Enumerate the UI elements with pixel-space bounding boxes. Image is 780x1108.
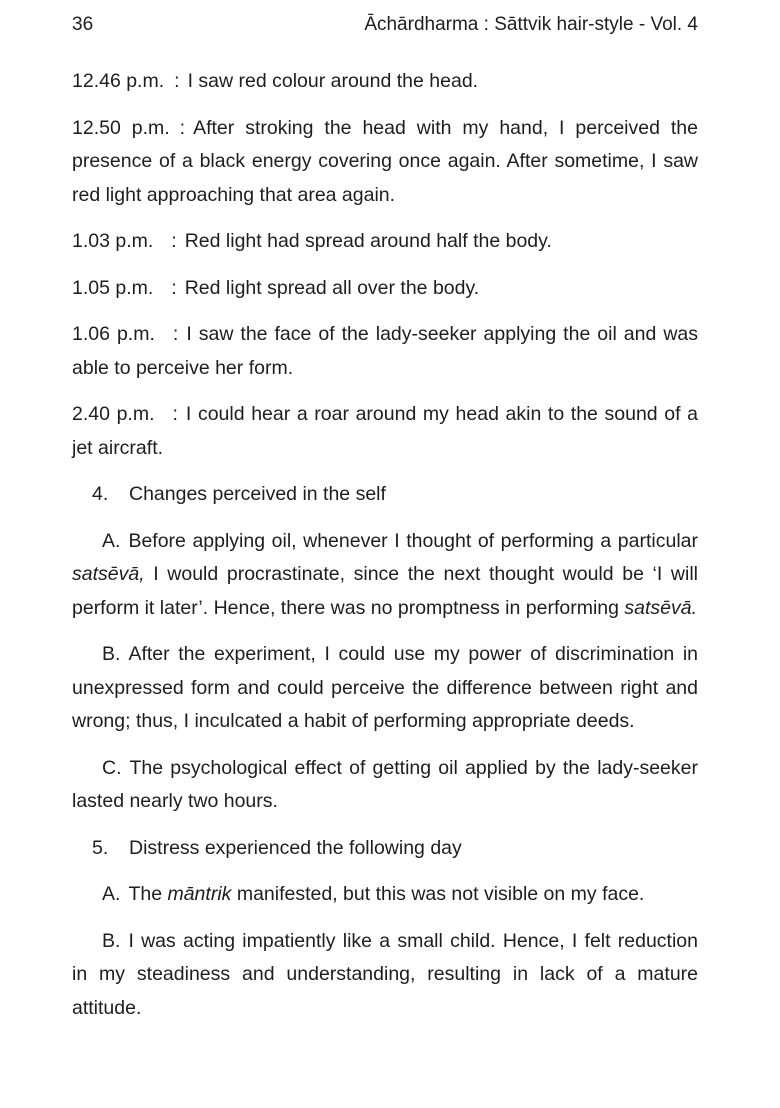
italic-term: satsēvā,: [72, 563, 145, 585]
time-stamp: 1.05 p.m.: [72, 276, 154, 299]
item-label: B.: [102, 643, 121, 665]
time-separator: :: [179, 116, 186, 139]
time-entry-text: I could hear a roar around my head akin to the sound of a jet aircraft.: [72, 403, 698, 459]
time-separator: :: [171, 230, 177, 252]
time-stamp: 12.50 p.m.: [72, 116, 170, 139]
time-entry-text: I saw red colour around the head.: [187, 70, 479, 92]
time-entry-text: Red light spread all over the body.: [184, 276, 480, 299]
section-number: 5.: [92, 836, 109, 859]
time-separator: :: [171, 276, 177, 299]
list-item: [72, 525, 698, 626]
item-label: C.: [102, 756, 122, 779]
time-entry: [72, 318, 698, 385]
section-heading: [72, 478, 698, 512]
page-content: [72, 65, 698, 1025]
item-label: B.: [102, 929, 121, 952]
time-separator: :: [174, 70, 180, 92]
item-label: A.: [102, 529, 121, 552]
time-entry-text: Red light had spread around half the body.: [184, 230, 552, 252]
item-text: The psychological effect of getting oil applied by the lady-seeker lasted nearly two hours.: [72, 756, 698, 812]
time-entry: [72, 65, 698, 99]
section-number: 4.: [92, 483, 109, 505]
document-page: [72, 0, 698, 1038]
time-stamp: 1.03 p.m.: [72, 230, 154, 252]
time-separator: :: [172, 403, 178, 425]
list-item: [72, 878, 698, 912]
item-text: Before applying oil, whenever I thought of performing a particular: [128, 529, 698, 552]
running-header: [72, 12, 698, 52]
time-entry: [72, 112, 698, 213]
italic-term: māntrik: [167, 883, 232, 905]
italic-term: satsēvā.: [624, 596, 698, 619]
section-title: Changes perceived in the self: [129, 483, 386, 505]
book-title: Āchārdharma : Sāttvik hair-style - Vol. 4: [364, 14, 698, 35]
time-entry: [72, 398, 698, 465]
item-text: The: [128, 883, 168, 905]
time-entry: [72, 225, 698, 259]
time-stamp: 2.40 p.m.: [72, 403, 155, 425]
list-item: [72, 752, 698, 819]
time-entry-text: I saw the face of the lady-seeker applying the oil and was able to perceive her form.: [72, 323, 699, 379]
section-title: Distress experienced the following day: [129, 836, 462, 859]
item-text: After the experiment, I could use my power of discrimination in unexpressed form and could perceive the difference between right and wrong; thus, I inculcated a habit of performing appropriate deeds.: [72, 643, 698, 732]
item-text: I would procrastinate, since the next thought would be ‘I will perform it later’. Hence, there was no promptness in performing: [72, 563, 698, 619]
item-text: I was acting impatiently like a small child. Hence, I felt reduction in my steadiness and understanding, resulting in lack of a mature attitude.: [72, 929, 698, 1019]
time-stamp: 1.06 p.m.: [72, 323, 155, 345]
item-text: manifested, but this was not visible on my face.: [231, 883, 645, 905]
section-heading: [72, 832, 698, 866]
list-item: [72, 925, 698, 1026]
list-item: [72, 638, 698, 739]
time-stamp: 12.46 p.m.: [72, 70, 165, 92]
time-entry-text: After stroking the head with my hand, I perceived the presence of a black energy covering once again. After sometime, I saw red light approaching that area again.: [72, 116, 698, 206]
time-entry: [72, 272, 698, 306]
page-number: 36: [72, 14, 94, 35]
item-label: A.: [102, 883, 121, 905]
time-separator: :: [172, 323, 179, 345]
